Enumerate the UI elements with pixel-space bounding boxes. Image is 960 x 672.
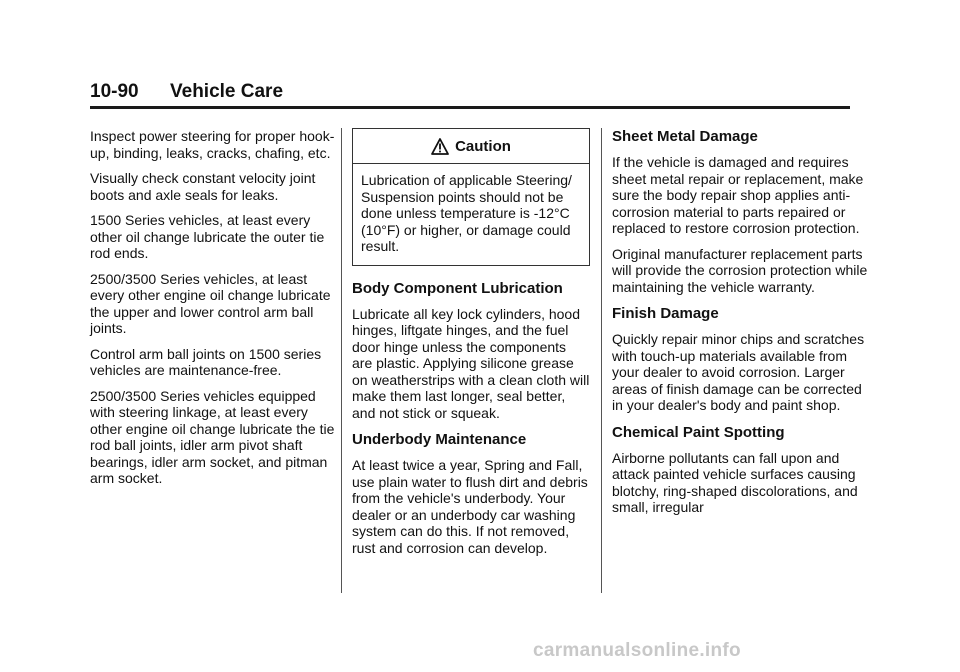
paragraph-power-steering: Inspect power steering for proper hook-up, binding, leaks, cracks, chafing, etc.: [90, 128, 335, 161]
paragraph-body-lubrication: Lubricate all key lock cylinders, hood hinges, liftgate hinges, and the fuel door hinge unless the components are plastic. Applying silicone grease on weatherstrips with a clean cloth will make them last longer, seal better, and not stick or squeak.: [352, 305, 590, 421]
watermark: carmanualsonline.info: [533, 640, 741, 661]
paragraph-chemical-spotting: Airborne pollutants can fall upon and attack painted vehicle surfaces causing blotchy, ring-shaped discolorations, and small, irregular: [612, 449, 858, 515]
section-title: Vehicle Care: [170, 81, 284, 102]
caution-title: Caution: [455, 137, 511, 155]
warning-icon: [431, 138, 449, 155]
paragraph-cv-joint: Visually check constant velocity joint boots and axle seals for leaks.: [90, 170, 316, 203]
caution-header: [353, 129, 589, 164]
paragraph-1500-maintenance-free: Control arm ball joints on 1500 series vehicles are maintenance-free.: [90, 345, 322, 378]
page-header: [90, 80, 850, 109]
heading-chemical-spotting: Chemical Paint Spotting: [612, 423, 785, 441]
paragraph-2500-ball-joints: 2500/3500 Series vehicles, at least every other engine oil change lubricate the upper and lower control arm ball joints.: [90, 270, 331, 336]
paragraph-sheet-metal-2: Original manufacturer replacement parts will provide the corrosion protection while maintaining the vehicle warranty.: [612, 245, 868, 295]
column-divider-right: [601, 128, 602, 593]
caution-box: [352, 128, 590, 266]
paragraph-sheet-metal-1: If the vehicle is damaged and requires sheet metal repair or replacement, make sure the body repair shop applies anti-corrosion material to parts repaired or replaced to restore corrosion protection.: [612, 154, 864, 236]
heading-body-lubrication: Body Component Lubrication: [352, 279, 563, 297]
heading-underbody: Underbody Maintenance: [352, 431, 527, 448]
caution-text: Lubrication of applicable Steering/ Suspension points should not be done unless temperature is -12°C (10°F) or higher, or damage could result.: [361, 172, 572, 254]
column-left: [90, 128, 340, 496]
paragraph-1500-tie-rod: 1500 Series vehicles, at least every other oil change lubricate the outer tie rod ends.: [90, 212, 325, 261]
paragraph-finish-damage: Quickly repair minor chips and scratches with touch-up materials available from your dealer to avoid corrosion. Larger areas of finish damage can be corrected in your dealer's body and paint shop.: [612, 331, 865, 413]
paragraph-underbody: At least twice a year, Spring and Fall, use plain water to flush dirt and debris from the vehicle's underbody. Your dealer or an underbody car washing system can do this. If not removed, rust and corrosion can develop.: [352, 457, 588, 556]
column-divider-left: [341, 128, 342, 593]
paragraph-2500-steering-linkage: 2500/3500 Series vehicles equipped with steering linkage, at least every other engine oil change lubricate the tie rod ball joints, idler arm pivot shaft bearings, idler arm socket, and pitman arm socket.: [90, 387, 335, 486]
page-number: 10-90: [90, 81, 139, 102]
column-middle: [352, 128, 590, 565]
column-right: [612, 128, 872, 525]
heading-sheet-metal: Sheet Metal Damage: [612, 128, 758, 145]
heading-finish-damage: Finish Damage: [612, 305, 719, 322]
